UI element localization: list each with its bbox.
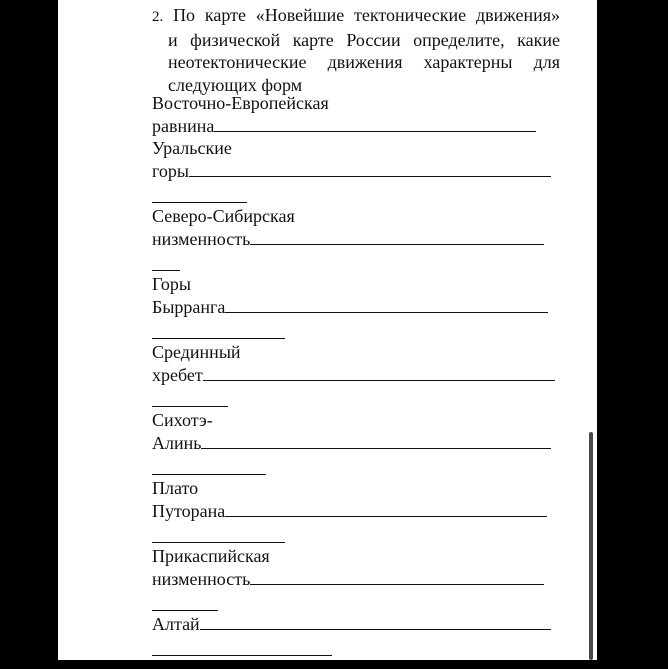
item-answer-9: Алтай <box>152 613 551 635</box>
item-title-5: Срединный <box>152 342 241 362</box>
answer-blank-5[interactable] <box>203 365 555 381</box>
answer-blank-6b[interactable] <box>152 460 266 475</box>
question-line-4: следующих форм <box>168 74 303 95</box>
answer-blank-4[interactable] <box>225 297 548 313</box>
item-answer-3: низменность <box>152 228 544 250</box>
answer-blank-3b[interactable] <box>152 256 180 271</box>
item-title-8: Прикаспийская <box>152 546 270 566</box>
item-title-6: Сихотэ- <box>152 410 213 430</box>
answer-blank-9b[interactable] <box>152 641 332 656</box>
question-line-3: неотектонические движения характерны для <box>168 52 560 72</box>
item-answer-4: Бырранга <box>152 296 548 318</box>
question-line-1: 2. По карте «Новейшие тектонические движения» <box>152 5 560 25</box>
item-title-3: Северо-Сибирская <box>152 206 295 226</box>
question-line-2: и физической карте России определите, какие <box>168 29 560 50</box>
answer-blank-8b[interactable] <box>152 596 218 611</box>
answer-blank-9[interactable] <box>200 614 551 630</box>
answer-blank-6[interactable] <box>201 433 551 449</box>
item-answer-2: горы <box>152 160 551 182</box>
answer-blank-3[interactable] <box>250 229 544 245</box>
answer-blank-8[interactable] <box>250 569 544 585</box>
question-text <box>152 4 560 96</box>
answer-blank-5b[interactable] <box>152 392 228 407</box>
scrollbar[interactable] <box>589 432 593 660</box>
item-answer-1: равнина <box>152 115 536 137</box>
answer-blank-2[interactable] <box>189 161 551 177</box>
item-answer-7: Путорана <box>152 500 547 522</box>
item-title-2: Уральские <box>152 138 232 158</box>
item-answer-8: низменность <box>152 568 544 590</box>
item-answer-6: Алинь <box>152 432 551 454</box>
answer-blank-4b[interactable] <box>152 324 285 339</box>
answer-blank-1[interactable] <box>214 116 536 132</box>
answer-blank-2b[interactable] <box>152 188 247 203</box>
question-number: 2. <box>152 9 164 25</box>
item-title-7: Плато <box>152 478 199 498</box>
answer-continuation-9 <box>152 639 332 661</box>
answer-blank-7[interactable] <box>225 501 547 517</box>
answer-blank-7b[interactable] <box>152 528 285 543</box>
item-answer-5: хребет <box>152 364 555 386</box>
item-title-1: Восточно-Европейская <box>152 93 329 113</box>
item-title-4: Горы <box>152 274 191 294</box>
